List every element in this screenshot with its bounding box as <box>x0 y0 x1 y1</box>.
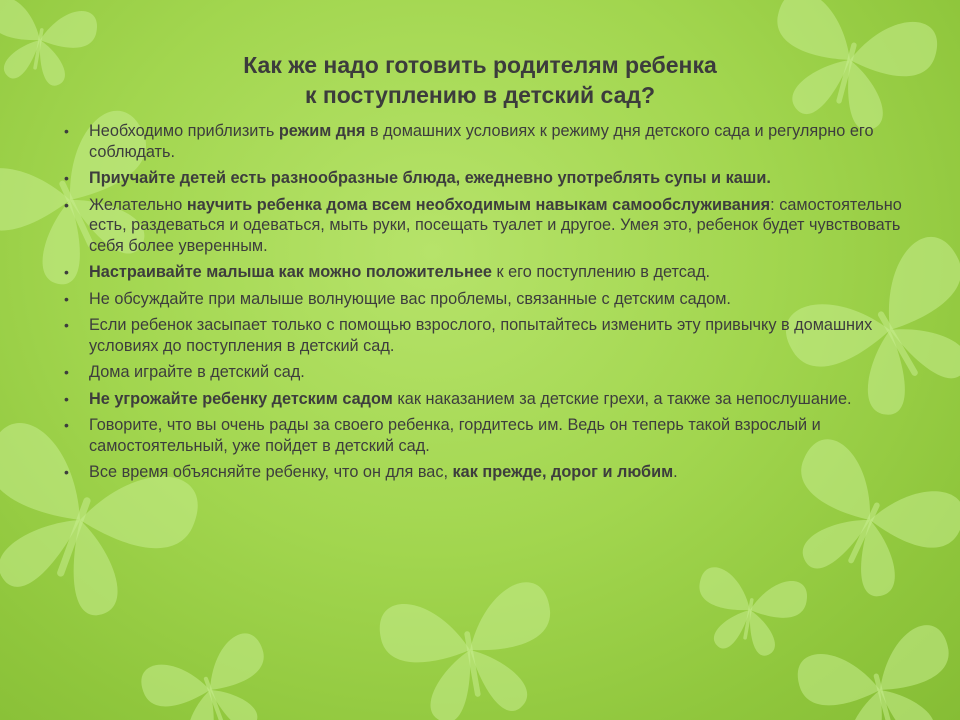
butterfly-icon <box>376 579 567 720</box>
bold-text: Настраивайте малыша как можно положительнее <box>89 263 492 281</box>
text: Говорите, что вы очень рады за своего ребенка, гордитесь им. Ведь он теперь такой взрослый и самостоятельный, уже пойдет в детский сад. <box>89 416 821 455</box>
bullet-icon: • <box>64 264 69 280</box>
list-item <box>64 289 914 310</box>
bold-text: Приучайте детей есть разнообразные блюда, ежедневно употреблять супы и каши. <box>89 169 771 187</box>
list-item <box>64 362 914 383</box>
bold-text: как прежде, дорог и любим <box>452 463 674 481</box>
bullet-icon: • <box>64 170 69 186</box>
butterfly-icon <box>136 629 286 720</box>
bullet-icon: • <box>64 290 69 307</box>
text: Дома играйте в детский сад. <box>89 363 305 381</box>
text: Желательно <box>89 195 187 214</box>
list-item <box>64 121 914 162</box>
title-line-1: Как же надо готовить родителям ребенка <box>243 52 717 78</box>
list-item <box>64 262 914 283</box>
bullet-icon: • <box>64 364 69 380</box>
bullet-icon: • <box>64 417 69 433</box>
text: как наказанием за детские грехи, а также за непослушание. <box>392 389 852 408</box>
list-item <box>64 415 914 456</box>
title-line-2: к поступлению в детский сад? <box>304 82 656 108</box>
bullet-icon: • <box>64 390 69 407</box>
list-item <box>64 389 914 410</box>
butterfly-icon <box>689 565 809 661</box>
text: в домашних условиях к режиму дня детского сада и регулярно его соблюдать. <box>89 122 874 161</box>
text: . <box>673 463 678 481</box>
list-item <box>64 462 914 483</box>
bold-text: Не угрожайте ребенку детским садом <box>89 389 393 408</box>
bold-text: научить ребенка дома всем необходимым навыкам самообслуживания <box>186 195 771 214</box>
bold-text: режим дня <box>278 122 366 140</box>
list-item <box>64 195 914 257</box>
bullet-icon: • <box>64 464 69 480</box>
bullet-icon: • <box>64 196 69 213</box>
list-item <box>64 315 914 356</box>
list-item <box>64 168 914 189</box>
slide-title <box>90 50 870 110</box>
text: к его поступлению в детсад. <box>491 263 710 281</box>
text: Не обсуждайте при малыше волнующие вас проблемы, связанные с детским садом. <box>89 289 731 308</box>
bullet-icon: • <box>64 123 69 139</box>
text: Если ребенок засыпает только с помощью взрослого, попытайтесь изменить эту привычку в домашних условиях до поступления в детский сад. <box>89 316 873 355</box>
butterfly-icon <box>793 621 960 720</box>
text: Необходимо приблизить <box>89 122 279 140</box>
bullet-icon: • <box>64 317 69 333</box>
text: : самостоятельно есть, раздеваться и одеваться, мыть руки, посещать туалет и другое. Умея это, ребенок будет чувствовать себя более уверенным. <box>89 195 902 255</box>
butterfly-icon <box>0 0 100 91</box>
text: Все время объясняйте ребенку, что он для вас, <box>89 463 453 481</box>
bullet-list <box>64 121 914 489</box>
